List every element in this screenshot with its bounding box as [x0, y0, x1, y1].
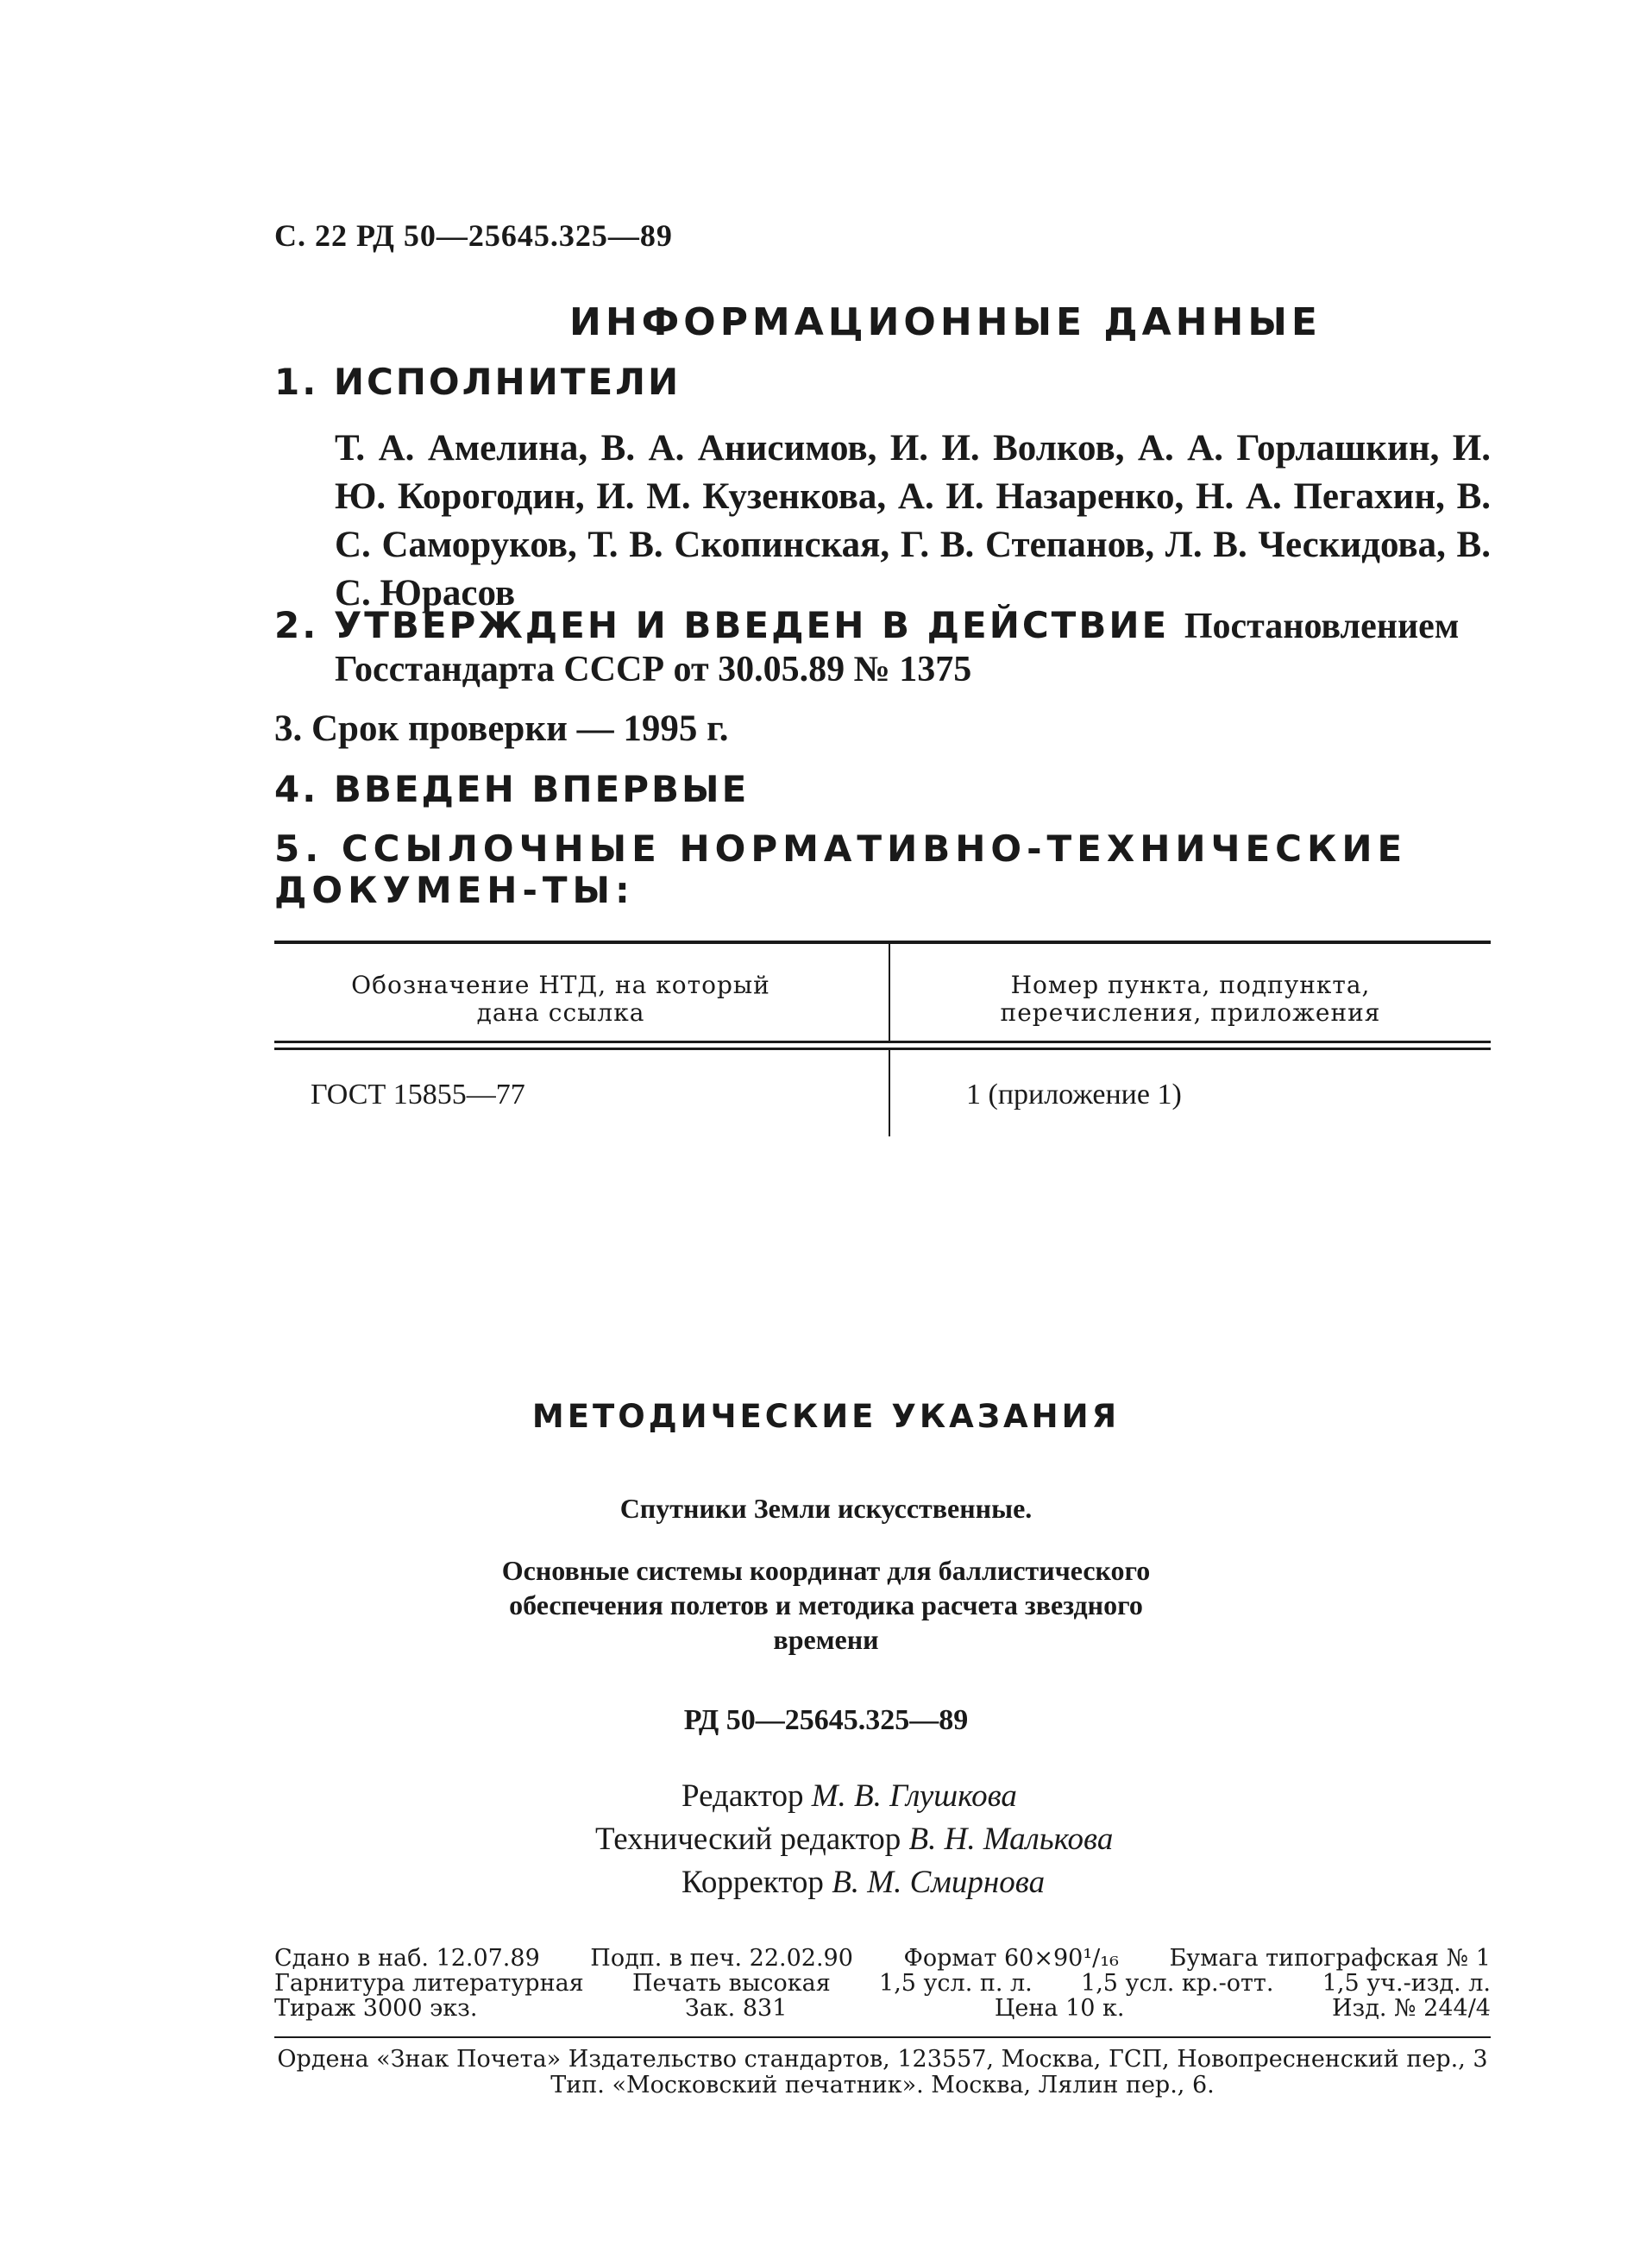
credit-editor-name: М. В. Глушкова [811, 1778, 1017, 1814]
section-2-text-inline: Постановлением [1184, 607, 1460, 646]
imprint-cell: Формат 60×90¹/₁₆ [903, 1945, 1119, 1972]
contributors-list: Т. А. Амелина, В. А. Анисимов, И. И. Волков, А. А. Горлашкин, И. Ю. Корогодин, И. М. Кузенкова, А. И. Назаренко, Н. А. Пегахин, В. С. Саморуков, Т. В. Скопинская, Г. В. Степанов, Л. В. Ческидова, В. С. Юрасов [335, 428, 1491, 614]
credit-tech-editor-label: Технический редактор [595, 1822, 901, 1857]
section-2-text-cont: Госстандарта СССР от 30.05.89 № 1375 [335, 650, 972, 689]
table-header-doc: Обозначение НТД, на который дана ссылка [351, 971, 770, 1027]
section-1-heading [274, 361, 681, 403]
method-desc-line-1: Основные системы координат для баллистического [501, 1555, 1151, 1586]
method-code: РД 50—25645.325—89 [683, 1704, 969, 1736]
section-4-number: 4. [274, 768, 319, 810]
section-1-number: 1. [274, 361, 319, 403]
publisher-footer [274, 2047, 1491, 2099]
imprint-cell: 1,5 усл. п. л. [879, 1970, 1033, 1997]
method-desc-line-2: обеспечения полетов и методика расчета звездного [509, 1589, 1143, 1620]
imprint-row-3 [274, 1996, 1491, 2021]
imprint-cell: Цена 10 к. [994, 1995, 1125, 2022]
credit-editor-label: Редактор [682, 1778, 804, 1814]
footer-line-1: Ордена «Знак Почета» Издательство стандартов, 123557, Москва, ГСП, Новопресненский пер., 3 [277, 2046, 1488, 2073]
table-header-divider [889, 944, 890, 1041]
imprint-row-1 [274, 1946, 1491, 1971]
page-label: С. 22 РД 50—25645.325—89 [274, 218, 673, 253]
section-3 [274, 708, 729, 750]
method-subtitle: Спутники Земли искусственные. [619, 1493, 1033, 1524]
method-description [0, 1553, 1652, 1657]
imprint-cell: Зак. 831 [684, 1995, 788, 2022]
section-4-title: ВВЕДЕН ВПЕРВЫЕ [333, 768, 750, 810]
section-3-text: Срок проверки — 1995 г. [311, 708, 729, 749]
footer-rule [274, 2036, 1491, 2038]
section-2-number: 2. [274, 604, 319, 646]
section-3-number: 3. [274, 708, 303, 749]
credit-corrector-label: Корректор [682, 1865, 824, 1900]
credit-tech-editor [595, 1821, 1113, 1858]
section-2-title: УТВЕРЖДЕН И ВВЕДЕН В ДЕЙСТВИЕ [333, 604, 1170, 646]
imprint-cell: 1,5 усл. кр.-отт. [1081, 1970, 1274, 1997]
imprint-cell: Тираж 3000 экз. [274, 1995, 478, 2022]
credit-corrector-name: В. М. Смирнова [832, 1865, 1046, 1900]
credit-editor [682, 1778, 1017, 1815]
credit-tech-editor-name: В. Н. Малькова [908, 1822, 1114, 1857]
section-5-number: 5. [274, 827, 324, 870]
imprint-cell: Сдано в наб. 12.07.89 [274, 1945, 540, 1972]
table-cell-ref: 1 (приложение 1) [966, 1079, 1182, 1111]
table-header-rule-1 [274, 1041, 1491, 1043]
footer-line-2: Тип. «Московский печатник». Москва, Лялин пер., 6. [550, 2072, 1215, 2099]
imprint-cell: Печать высокая [631, 1970, 831, 1997]
page-header [274, 217, 673, 254]
section-2 [274, 604, 1491, 691]
table-header-rule-2 [274, 1048, 1491, 1050]
imprint-cell: Гарнитура литературная [274, 1970, 584, 1997]
section-1-title: ИСПОЛНИТЕЛИ [333, 361, 682, 403]
method-desc-line-3: времени [773, 1624, 879, 1655]
section-4 [274, 768, 749, 810]
imprint-cell: 1,5 уч.-изд. л. [1322, 1970, 1491, 1997]
method-title: МЕТОДИЧЕСКИЕ УКАЗАНИЯ [531, 1398, 1121, 1435]
table-top-rule [274, 941, 1491, 944]
imprint-row-2 [274, 1971, 1491, 1996]
table-header-ref: Номер пункта, подпункта, перечисления, приложения [1000, 971, 1381, 1027]
document-title: ИНФОРМАЦИОННЫЕ ДАННЫЕ [569, 300, 1322, 344]
table-body-divider [889, 1050, 890, 1136]
imprint-block [274, 1946, 1491, 2021]
credit-corrector [682, 1864, 1045, 1901]
imprint-cell: Изд. № 244/4 [1331, 1995, 1491, 2022]
section-5 [274, 828, 1491, 911]
imprint-cell: Бумага типографская № 1 [1169, 1945, 1491, 1972]
table-cell-doc: ГОСТ 15855—77 [311, 1079, 525, 1111]
imprint-cell: Подп. в печ. 22.02.90 [590, 1945, 853, 1972]
section-5-title: ССЫЛОЧНЫЕ НОРМАТИВНО-ТЕХНИЧЕСКИЕ ДОКУМЕН-ТЫ: [274, 827, 1408, 911]
